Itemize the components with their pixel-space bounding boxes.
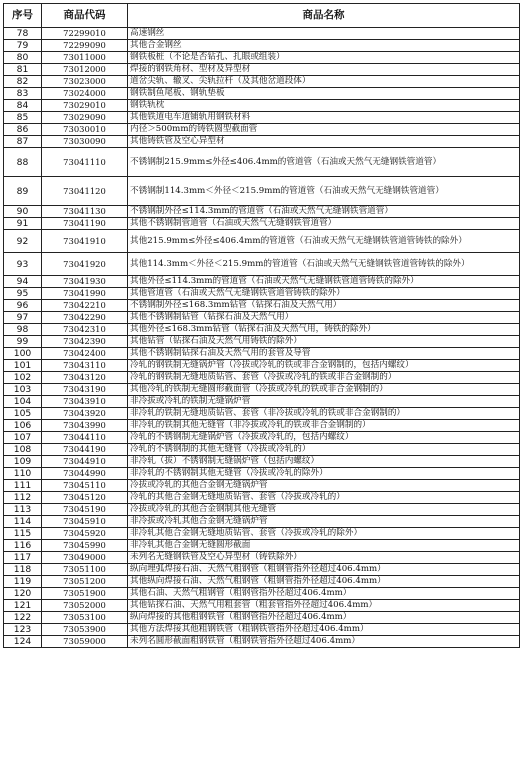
cell-code: 73043120 [42, 372, 128, 384]
cell-name: 其他外径≤114.3mm的管道管（石油或天然气无缝钢铁管道管铸铁的除外） [128, 276, 520, 288]
cell-no: 89 [4, 177, 42, 206]
cell-code: 73041920 [42, 253, 128, 276]
cell-no: 86 [4, 124, 42, 136]
cell-no: 105 [4, 408, 42, 420]
table-row [4, 384, 520, 396]
cell-name: 不锈钢制外径≤168.3mm钻管（钻探石油及天然气用） [128, 300, 520, 312]
cell-name: 冷拔或冷轧的其他合金钢制其他无缝管 [128, 504, 520, 516]
cell-no: 80 [4, 52, 42, 64]
cell-code: 73041120 [42, 177, 128, 206]
cell-name: 未列名无缝钢铁管及空心异型材（铸铁除外） [128, 552, 520, 564]
cell-code: 73059000 [42, 636, 128, 648]
table-row [4, 64, 520, 76]
cell-no: 114 [4, 516, 42, 528]
table-row [4, 552, 520, 564]
table-row [4, 360, 520, 372]
cell-no: 116 [4, 540, 42, 552]
cell-no: 104 [4, 396, 42, 408]
table-row [4, 624, 520, 636]
cell-name: 其他管道管（石油或天然气无缝钢铁管道管铸铁的除外） [128, 288, 520, 300]
table-row [4, 516, 520, 528]
table-row [4, 40, 520, 52]
table-row [4, 420, 520, 432]
cell-no: 79 [4, 40, 42, 52]
cell-code: 73030090 [42, 136, 128, 148]
cell-name: 非冷轧（拔）不锈钢制无缝锅炉管（包括内螺纹） [128, 456, 520, 468]
table-row [4, 230, 520, 253]
cell-name: 非冷拔或冷轧其他合金钢无缝锅炉管 [128, 516, 520, 528]
cell-no: 83 [4, 88, 42, 100]
table-row [4, 88, 520, 100]
cell-name: 其他不锈钢制管道管（石油或天然气无缝钢铁管道管） [128, 218, 520, 230]
cell-code: 73042400 [42, 348, 128, 360]
cell-no: 92 [4, 230, 42, 253]
cell-name: 非冷轧其他合金钢无缝地质钻管、套管（冷拔或冷轧的除外） [128, 528, 520, 540]
table-row [4, 136, 520, 148]
cell-code: 73051200 [42, 576, 128, 588]
cell-code: 73042210 [42, 300, 128, 312]
table-row [4, 148, 520, 177]
table-row [4, 564, 520, 576]
table-row [4, 206, 520, 218]
cell-no: 121 [4, 600, 42, 612]
cell-name: 其他钻管（钻探石油及天然气用铸铁的除外） [128, 336, 520, 348]
cell-code: 73043110 [42, 360, 128, 372]
cell-no: 87 [4, 136, 42, 148]
table-row [4, 372, 520, 384]
cell-code: 73030010 [42, 124, 128, 136]
cell-no: 123 [4, 624, 42, 636]
cell-code: 73042390 [42, 336, 128, 348]
table-row [4, 408, 520, 420]
table-row [4, 124, 520, 136]
cell-no: 107 [4, 432, 42, 444]
cell-name: 冷轧的钢铁制无缝地质钻管、套管（冷拔或冷轧的铁或非合金钢制的） [128, 372, 520, 384]
cell-code: 73052000 [42, 600, 128, 612]
table-row [4, 100, 520, 112]
cell-name: 其他石油、天然气粗钢管（粗钢管指外径超过406.4mm） [128, 588, 520, 600]
table-row [4, 612, 520, 624]
cell-name: 其他冷轧的铁制无缝圆形截面管（冷拔或冷轧的铁或非合金钢制的） [128, 384, 520, 396]
cell-no: 120 [4, 588, 42, 600]
table-row [4, 336, 520, 348]
cell-name: 非冷轧的铁制无缝地质钻管、套管（非冷拔或冷轧的铁或非合金钢制的） [128, 408, 520, 420]
cell-code: 73042290 [42, 312, 128, 324]
cell-no: 95 [4, 288, 42, 300]
table-row [4, 636, 520, 648]
cell-code: 73049000 [42, 552, 128, 564]
cell-no: 124 [4, 636, 42, 648]
table-row [4, 112, 520, 124]
cell-name: 冷拔或冷轧的其他合金钢无缝锅炉管 [128, 480, 520, 492]
table-header-row [4, 4, 520, 28]
cell-name: 冷轧的其他合金钢无缝地质钻管、套管（冷拔或冷轧的） [128, 492, 520, 504]
cell-name: 不锈钢制114.3mm＜外径＜215.9mm的管道管（石油或天然气无缝钢铁管道管） [128, 177, 520, 206]
header-name: 商品名称 [128, 4, 520, 28]
table-row [4, 456, 520, 468]
header-no: 序号 [4, 4, 42, 28]
cell-code: 73045910 [42, 516, 128, 528]
cell-code: 73045920 [42, 528, 128, 540]
table-body [4, 28, 520, 648]
cell-code: 73029090 [42, 112, 128, 124]
cell-code: 73044190 [42, 444, 128, 456]
cell-name: 其他钻探石油、天然气用粗套管（粗套管指外径超过406.4mm） [128, 600, 520, 612]
cell-no: 85 [4, 112, 42, 124]
cell-name: 钢铁轨枕 [128, 100, 520, 112]
cell-no: 113 [4, 504, 42, 516]
cell-code: 73041110 [42, 148, 128, 177]
cell-code: 73043910 [42, 396, 128, 408]
cell-code: 73041190 [42, 218, 128, 230]
product-table [3, 3, 520, 648]
cell-no: 90 [4, 206, 42, 218]
cell-code: 73029010 [42, 100, 128, 112]
cell-no: 103 [4, 384, 42, 396]
table-row [4, 432, 520, 444]
cell-code: 73012000 [42, 64, 128, 76]
cell-code: 72299010 [42, 28, 128, 40]
cell-no: 98 [4, 324, 42, 336]
cell-no: 106 [4, 420, 42, 432]
table-row [4, 600, 520, 612]
cell-code: 72299090 [42, 40, 128, 52]
cell-no: 93 [4, 253, 42, 276]
cell-no: 117 [4, 552, 42, 564]
cell-code: 73011000 [42, 52, 128, 64]
cell-no: 112 [4, 492, 42, 504]
table-row [4, 52, 520, 64]
cell-code: 73041910 [42, 230, 128, 253]
cell-no: 81 [4, 64, 42, 76]
cell-code: 73044110 [42, 432, 128, 444]
cell-code: 73042310 [42, 324, 128, 336]
table-row [4, 324, 520, 336]
cell-code: 73041990 [42, 288, 128, 300]
table-row [4, 177, 520, 206]
cell-name: 非冷轧的不锈钢制其他无缝管（冷拔或冷轧的除外） [128, 468, 520, 480]
cell-code: 73043190 [42, 384, 128, 396]
cell-name: 非冷轧其他合金钢无缝圆形截面 [128, 540, 520, 552]
cell-no: 102 [4, 372, 42, 384]
cell-name: 不锈钢制215.9mm≤外径≤406.4mm的管道管（石油或天然气无缝钢铁管道管） [128, 148, 520, 177]
cell-code: 73045110 [42, 480, 128, 492]
cell-name: 冷轧的不锈钢制无缝锅炉管（冷拔或冷轧的，包括内螺纹） [128, 432, 520, 444]
cell-no: 84 [4, 100, 42, 112]
cell-code: 73041130 [42, 206, 128, 218]
table-row [4, 480, 520, 492]
cell-name: 其他114.3mm＜外径＜215.9mm的管道管（石油或天然气无缝钢铁管道管铸铁的除外） [128, 253, 520, 276]
table-row [4, 218, 520, 230]
cell-no: 118 [4, 564, 42, 576]
table-row [4, 253, 520, 276]
table-row [4, 576, 520, 588]
cell-code: 73043990 [42, 420, 128, 432]
cell-name: 内径＞500mm的铸铁圆型截面管 [128, 124, 520, 136]
cell-name: 纵向埋弧焊接石油、天然气粗钢管（粗钢管指外径超过406.4mm） [128, 564, 520, 576]
table-row [4, 588, 520, 600]
cell-name: 非冷拔或冷轧的铁制无缝锅炉管 [128, 396, 520, 408]
cell-no: 78 [4, 28, 42, 40]
cell-no: 119 [4, 576, 42, 588]
cell-name: 其他合金钢丝 [128, 40, 520, 52]
cell-name: 非冷轧的铁制其他无缝管（非冷拔或冷轧的铁或非合金钢制的） [128, 420, 520, 432]
table-row [4, 396, 520, 408]
cell-code: 73051900 [42, 588, 128, 600]
cell-name: 其他铸铁管及空心异型材 [128, 136, 520, 148]
cell-code: 73045190 [42, 504, 128, 516]
cell-name: 高速钢丝 [128, 28, 520, 40]
cell-name: 其他不锈钢制钻探石油及天然气用的套管及导管 [128, 348, 520, 360]
cell-code: 73023000 [42, 76, 128, 88]
cell-name: 其他纵向焊接石油、天然气粗钢管（粗钢管指外径超过406.4mm） [128, 576, 520, 588]
table-row [4, 492, 520, 504]
table-row [4, 312, 520, 324]
cell-no: 108 [4, 444, 42, 456]
cell-no: 115 [4, 528, 42, 540]
cell-name: 其他215.9mm≤外径≤406.4mm的管道管（石油或天然气无缝钢铁管道管铸铁的除外） [128, 230, 520, 253]
cell-code: 73045990 [42, 540, 128, 552]
cell-code: 73045120 [42, 492, 128, 504]
cell-no: 94 [4, 276, 42, 288]
table-row [4, 28, 520, 40]
cell-name: 钢铁板桩（不论是否钻孔、扎眼或组装） [128, 52, 520, 64]
cell-name: 不锈钢制外径≤114.3mm的管道管（石油或天然气无缝钢铁管道管） [128, 206, 520, 218]
cell-code: 73024000 [42, 88, 128, 100]
cell-name: 道岔尖轨、辙叉、尖轨拉杆（及其他岔道段体） [128, 76, 520, 88]
cell-no: 99 [4, 336, 42, 348]
table-row [4, 540, 520, 552]
cell-no: 111 [4, 480, 42, 492]
cell-code: 73041930 [42, 276, 128, 288]
cell-code: 73053100 [42, 612, 128, 624]
cell-code: 73044910 [42, 456, 128, 468]
cell-no: 109 [4, 456, 42, 468]
cell-no: 91 [4, 218, 42, 230]
cell-name: 冷轧的不锈钢制的其他无缝管（冷拔或冷轧的） [128, 444, 520, 456]
cell-code: 73043920 [42, 408, 128, 420]
cell-name: 焊接的钢铁角材、型材及异型材 [128, 64, 520, 76]
cell-no: 110 [4, 468, 42, 480]
cell-name: 纵向焊接的其他粗钢铁管（粗钢管指外径超过406.4mm） [128, 612, 520, 624]
cell-no: 96 [4, 300, 42, 312]
table-row [4, 468, 520, 480]
cell-no: 82 [4, 76, 42, 88]
cell-no: 101 [4, 360, 42, 372]
cell-no: 97 [4, 312, 42, 324]
cell-name: 未列名圆形截面粗钢铁管（粗钢铁管指外径超过406.4mm） [128, 636, 520, 648]
cell-name: 其他不锈钢制钻管（钻探石油及天然气用） [128, 312, 520, 324]
cell-no: 88 [4, 148, 42, 177]
table-row [4, 76, 520, 88]
table-row [4, 276, 520, 288]
cell-name: 其他方法焊接其他粗钢铁管（粗钢铁管指外径超过406.4mm） [128, 624, 520, 636]
cell-code: 73051100 [42, 564, 128, 576]
table-row [4, 288, 520, 300]
cell-no: 122 [4, 612, 42, 624]
cell-name: 钢铁制鱼尾板、钢轨垫板 [128, 88, 520, 100]
table-row [4, 504, 520, 516]
table-row [4, 528, 520, 540]
cell-code: 73044990 [42, 468, 128, 480]
cell-code: 73053900 [42, 624, 128, 636]
header-code: 商品代码 [42, 4, 128, 28]
cell-name: 其他铁道电车道铺轨用钢铁材料 [128, 112, 520, 124]
table-row [4, 300, 520, 312]
table-row [4, 348, 520, 360]
cell-name: 其他外径≤168.3mm钻管（钻探石油及天然气用，铸铁的除外） [128, 324, 520, 336]
cell-no: 100 [4, 348, 42, 360]
cell-name: 冷轧的钢铁制无缝锅炉管（冷拔或冷轧的铁或非合金钢制的，包括内螺纹） [128, 360, 520, 372]
table-row [4, 444, 520, 456]
